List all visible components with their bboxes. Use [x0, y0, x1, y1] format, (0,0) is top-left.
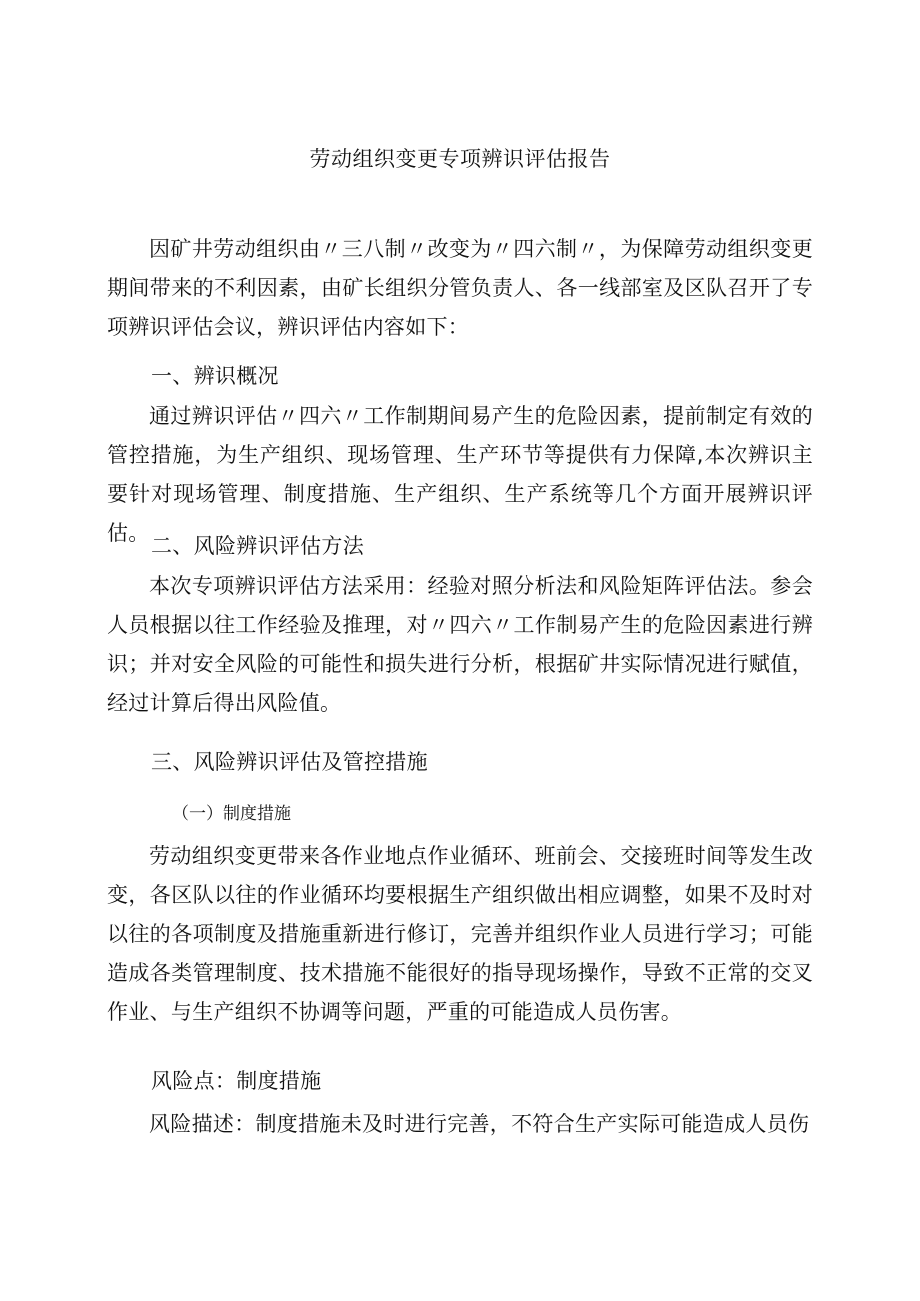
- subsection-1-heading: （一）制度措施: [172, 804, 291, 824]
- risk-description-line: 风险描述：制度措施未及时进行完善，不符合生产实际可能造成人员伤: [149, 1112, 810, 1136]
- intro-paragraph: 因矿井劳动组织由〃三八制〃改变为〃四六制〃，为保障劳动组织变更期间带来的不利因素，由矿长组织分管负责人、各一线部室及区队召开了专项辨识评估会议，辨识评估内容如下：: [107, 237, 813, 339]
- section-2-block: [107, 567, 813, 723]
- section-1-block: [107, 397, 813, 553]
- section-1-heading: 一、辨识概况: [151, 364, 279, 388]
- subsection-1-block: [107, 837, 813, 1032]
- section-3-heading: 三、风险辨识评估及管控措施: [151, 750, 428, 774]
- section-2-paragraph: 本次专项辨识评估方法采用：经验对照分析法和风险矩阵评估法。参会人员根据以往工作经验及推理，对〃四六〃工作制易产生的危险因素进行辨识；并对安全风险的可能性和损失进行分析，根据矿井实际情况进行赋值，经过计算后得出风险值。: [107, 574, 813, 715]
- document-title: 劳动组织变更专项辨识评估报告: [309, 147, 611, 171]
- risk-point-line: 风险点：制度措施: [151, 1069, 322, 1093]
- risk-description-block: [107, 1105, 813, 1144]
- section-1-paragraph: 通过辨识评估〃四六〃工作制期间易产生的危险因素，提前制定有效的管控措施，为生产组织、现场管理、生产环节等提供有力保障,本次辨识主要针对现场管理、制度措施、生产组织、生产系统等几个方面开展辨识评估。: [107, 404, 813, 545]
- intro-block: [107, 230, 813, 347]
- section-2-heading: 二、风险辨识评估方法: [151, 534, 364, 558]
- subsection-1-paragraph: 劳动组织变更带来各作业地点作业循环、班前会、交接班时间等发生改变，各区队以往的作业循环均要根据生产组织做出相应调整，如果不及时对以往的各项制度及措施重新进行修订，完善并组织作业人员进行学习；可能造成各类管理制度、技术措施不能很好的指导现场操作，导致不正常的交叉作业、与生产组织不协调等问题，严重的可能造成人员伤害。: [107, 844, 813, 1024]
